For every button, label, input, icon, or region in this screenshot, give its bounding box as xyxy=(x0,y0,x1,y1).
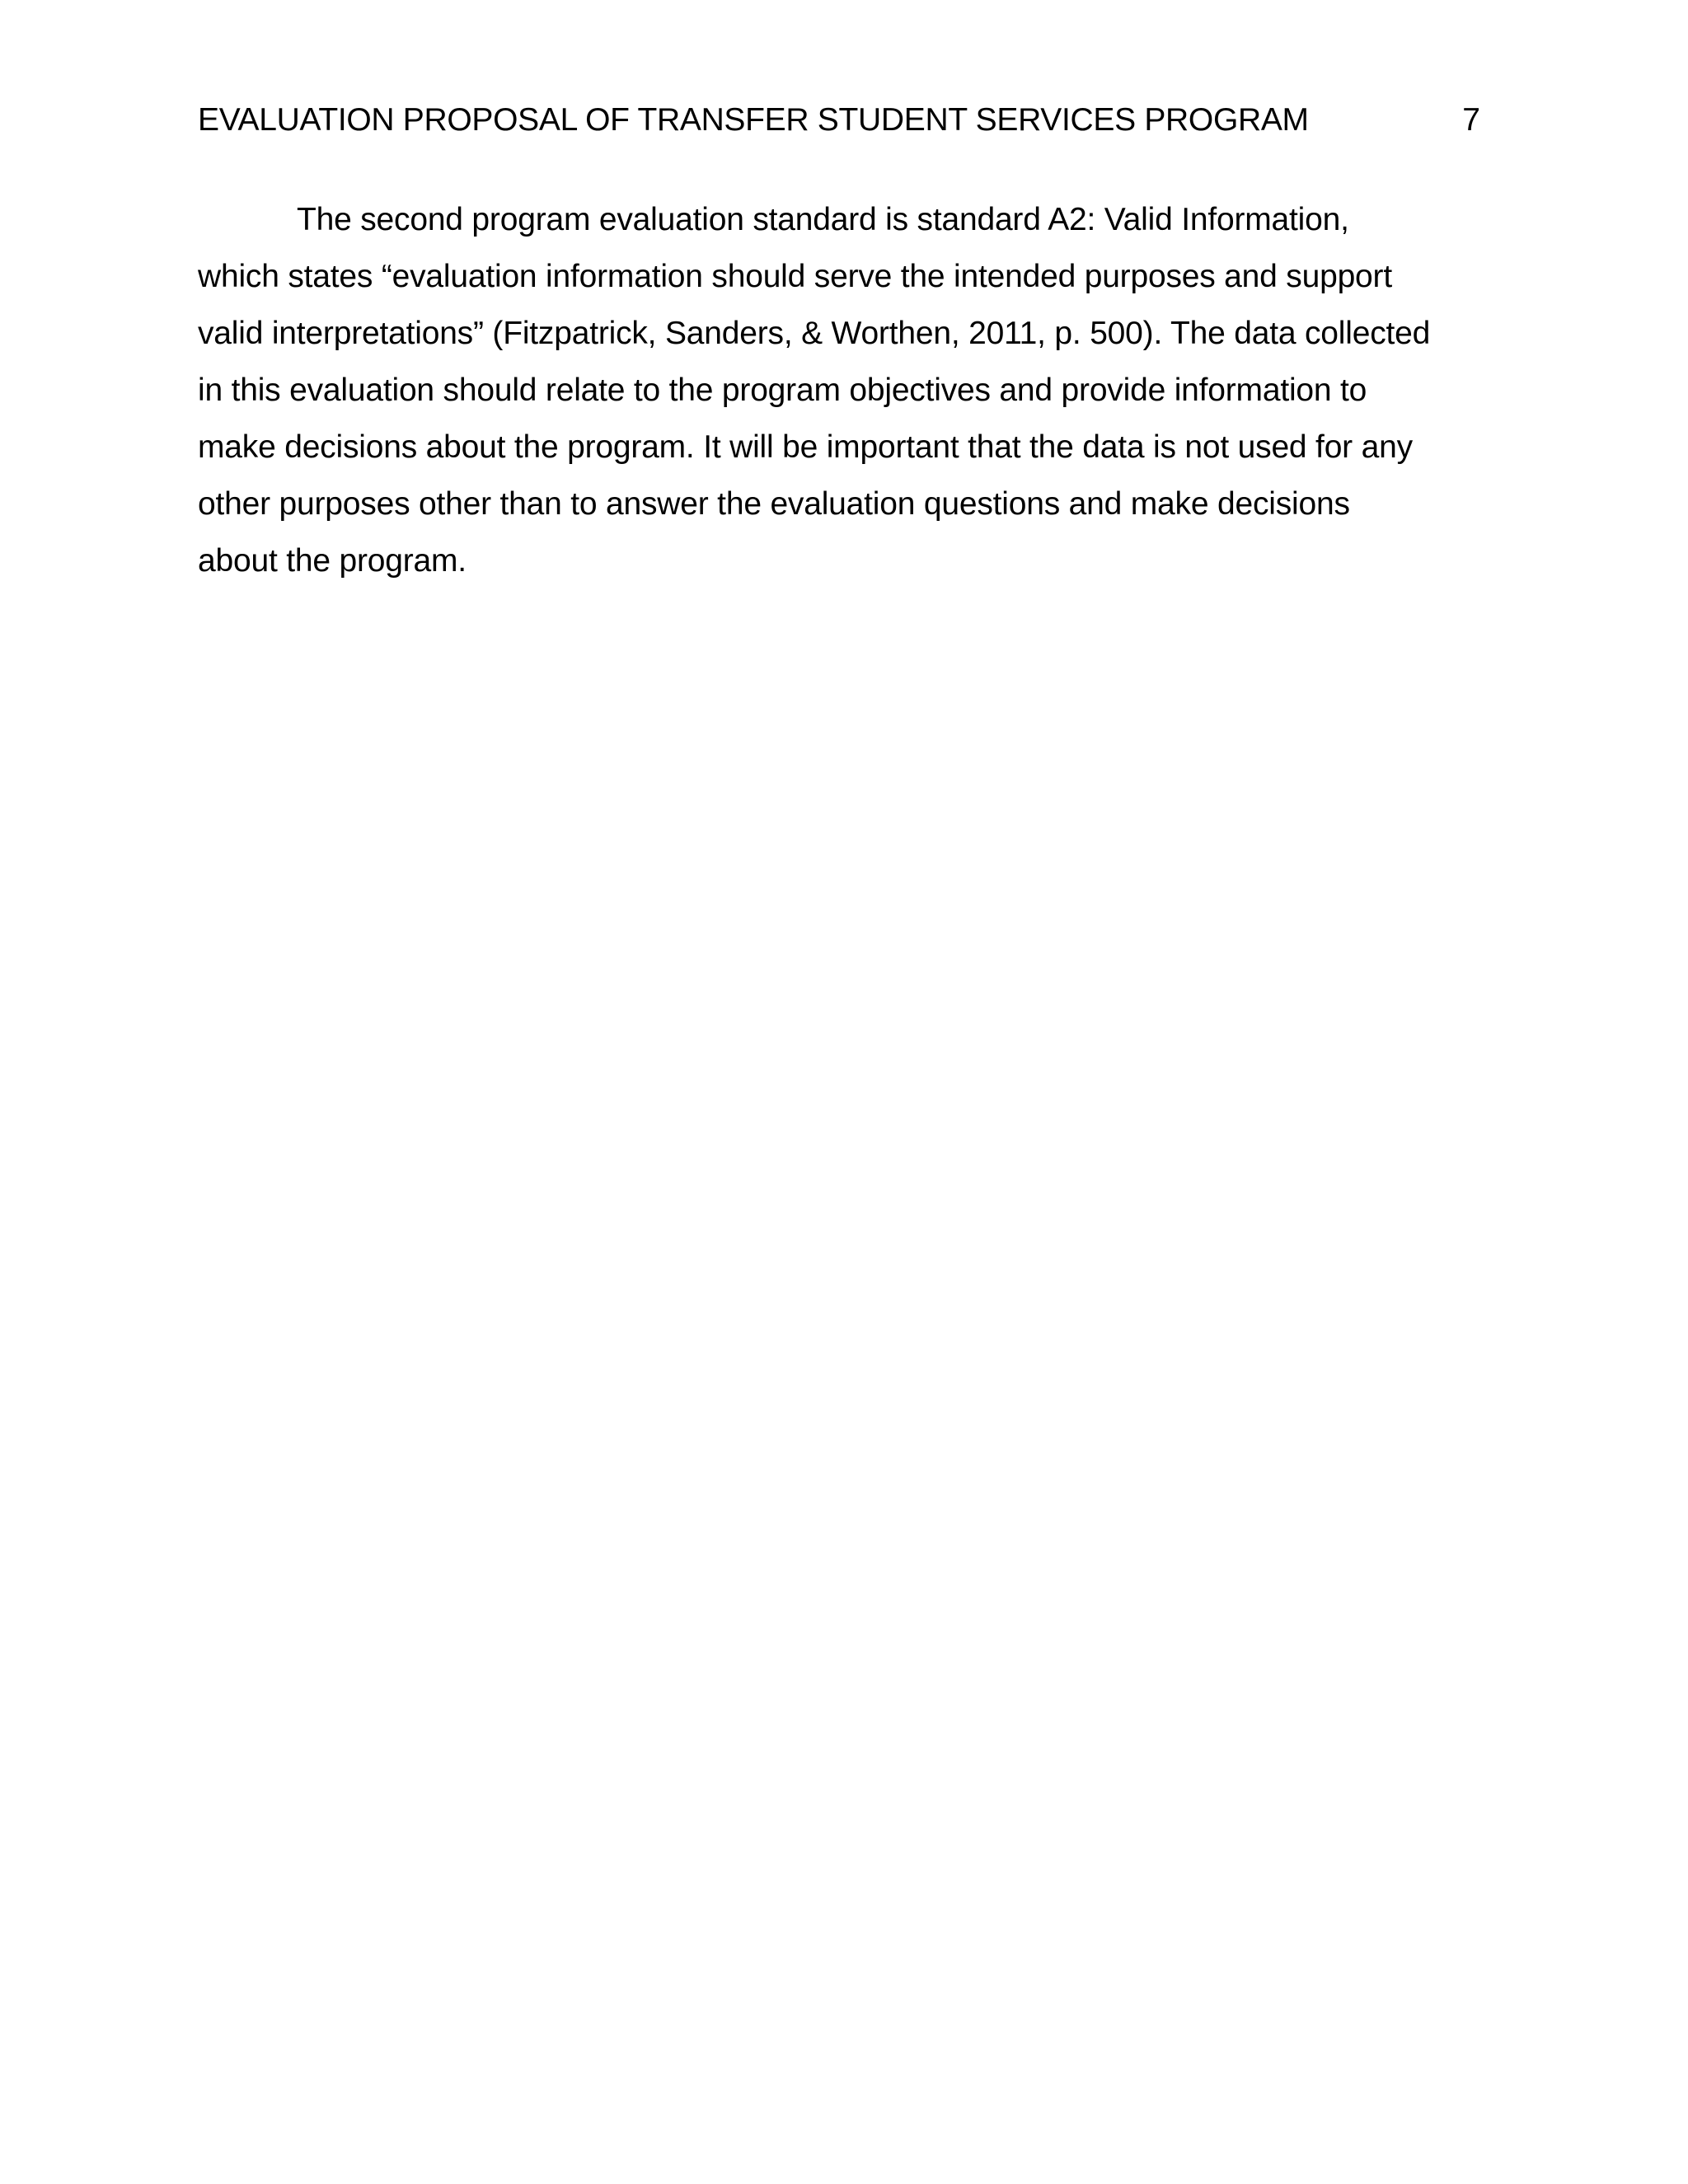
paragraph-line: about the program. xyxy=(198,543,467,579)
paragraph-line: other purposes other than to answer the evaluation questions and make decisions xyxy=(198,486,1350,522)
running-head-title: EVALUATION PROPOSAL OF TRANSFER STUDENT SERVICES PROGRAM xyxy=(198,102,1309,138)
page-number: 7 xyxy=(1462,102,1480,138)
paragraph-line: make decisions about the program. It will be important that the data is not used for any xyxy=(198,429,1413,465)
paragraph-line: The second program evaluation standard is standard A2: Valid Information, xyxy=(297,202,1349,237)
paragraph-line: in this evaluation should relate to the program objectives and provide information to xyxy=(198,373,1367,408)
paragraph-line: valid interpretations” (Fitzpatrick, Sanders, & Worthen, 2011, p. 500). The data collected xyxy=(198,316,1431,351)
body-paragraph xyxy=(198,191,1479,589)
paragraph-line: which states “evaluation information should serve the intended purposes and support xyxy=(198,259,1392,294)
running-head xyxy=(198,97,1492,143)
